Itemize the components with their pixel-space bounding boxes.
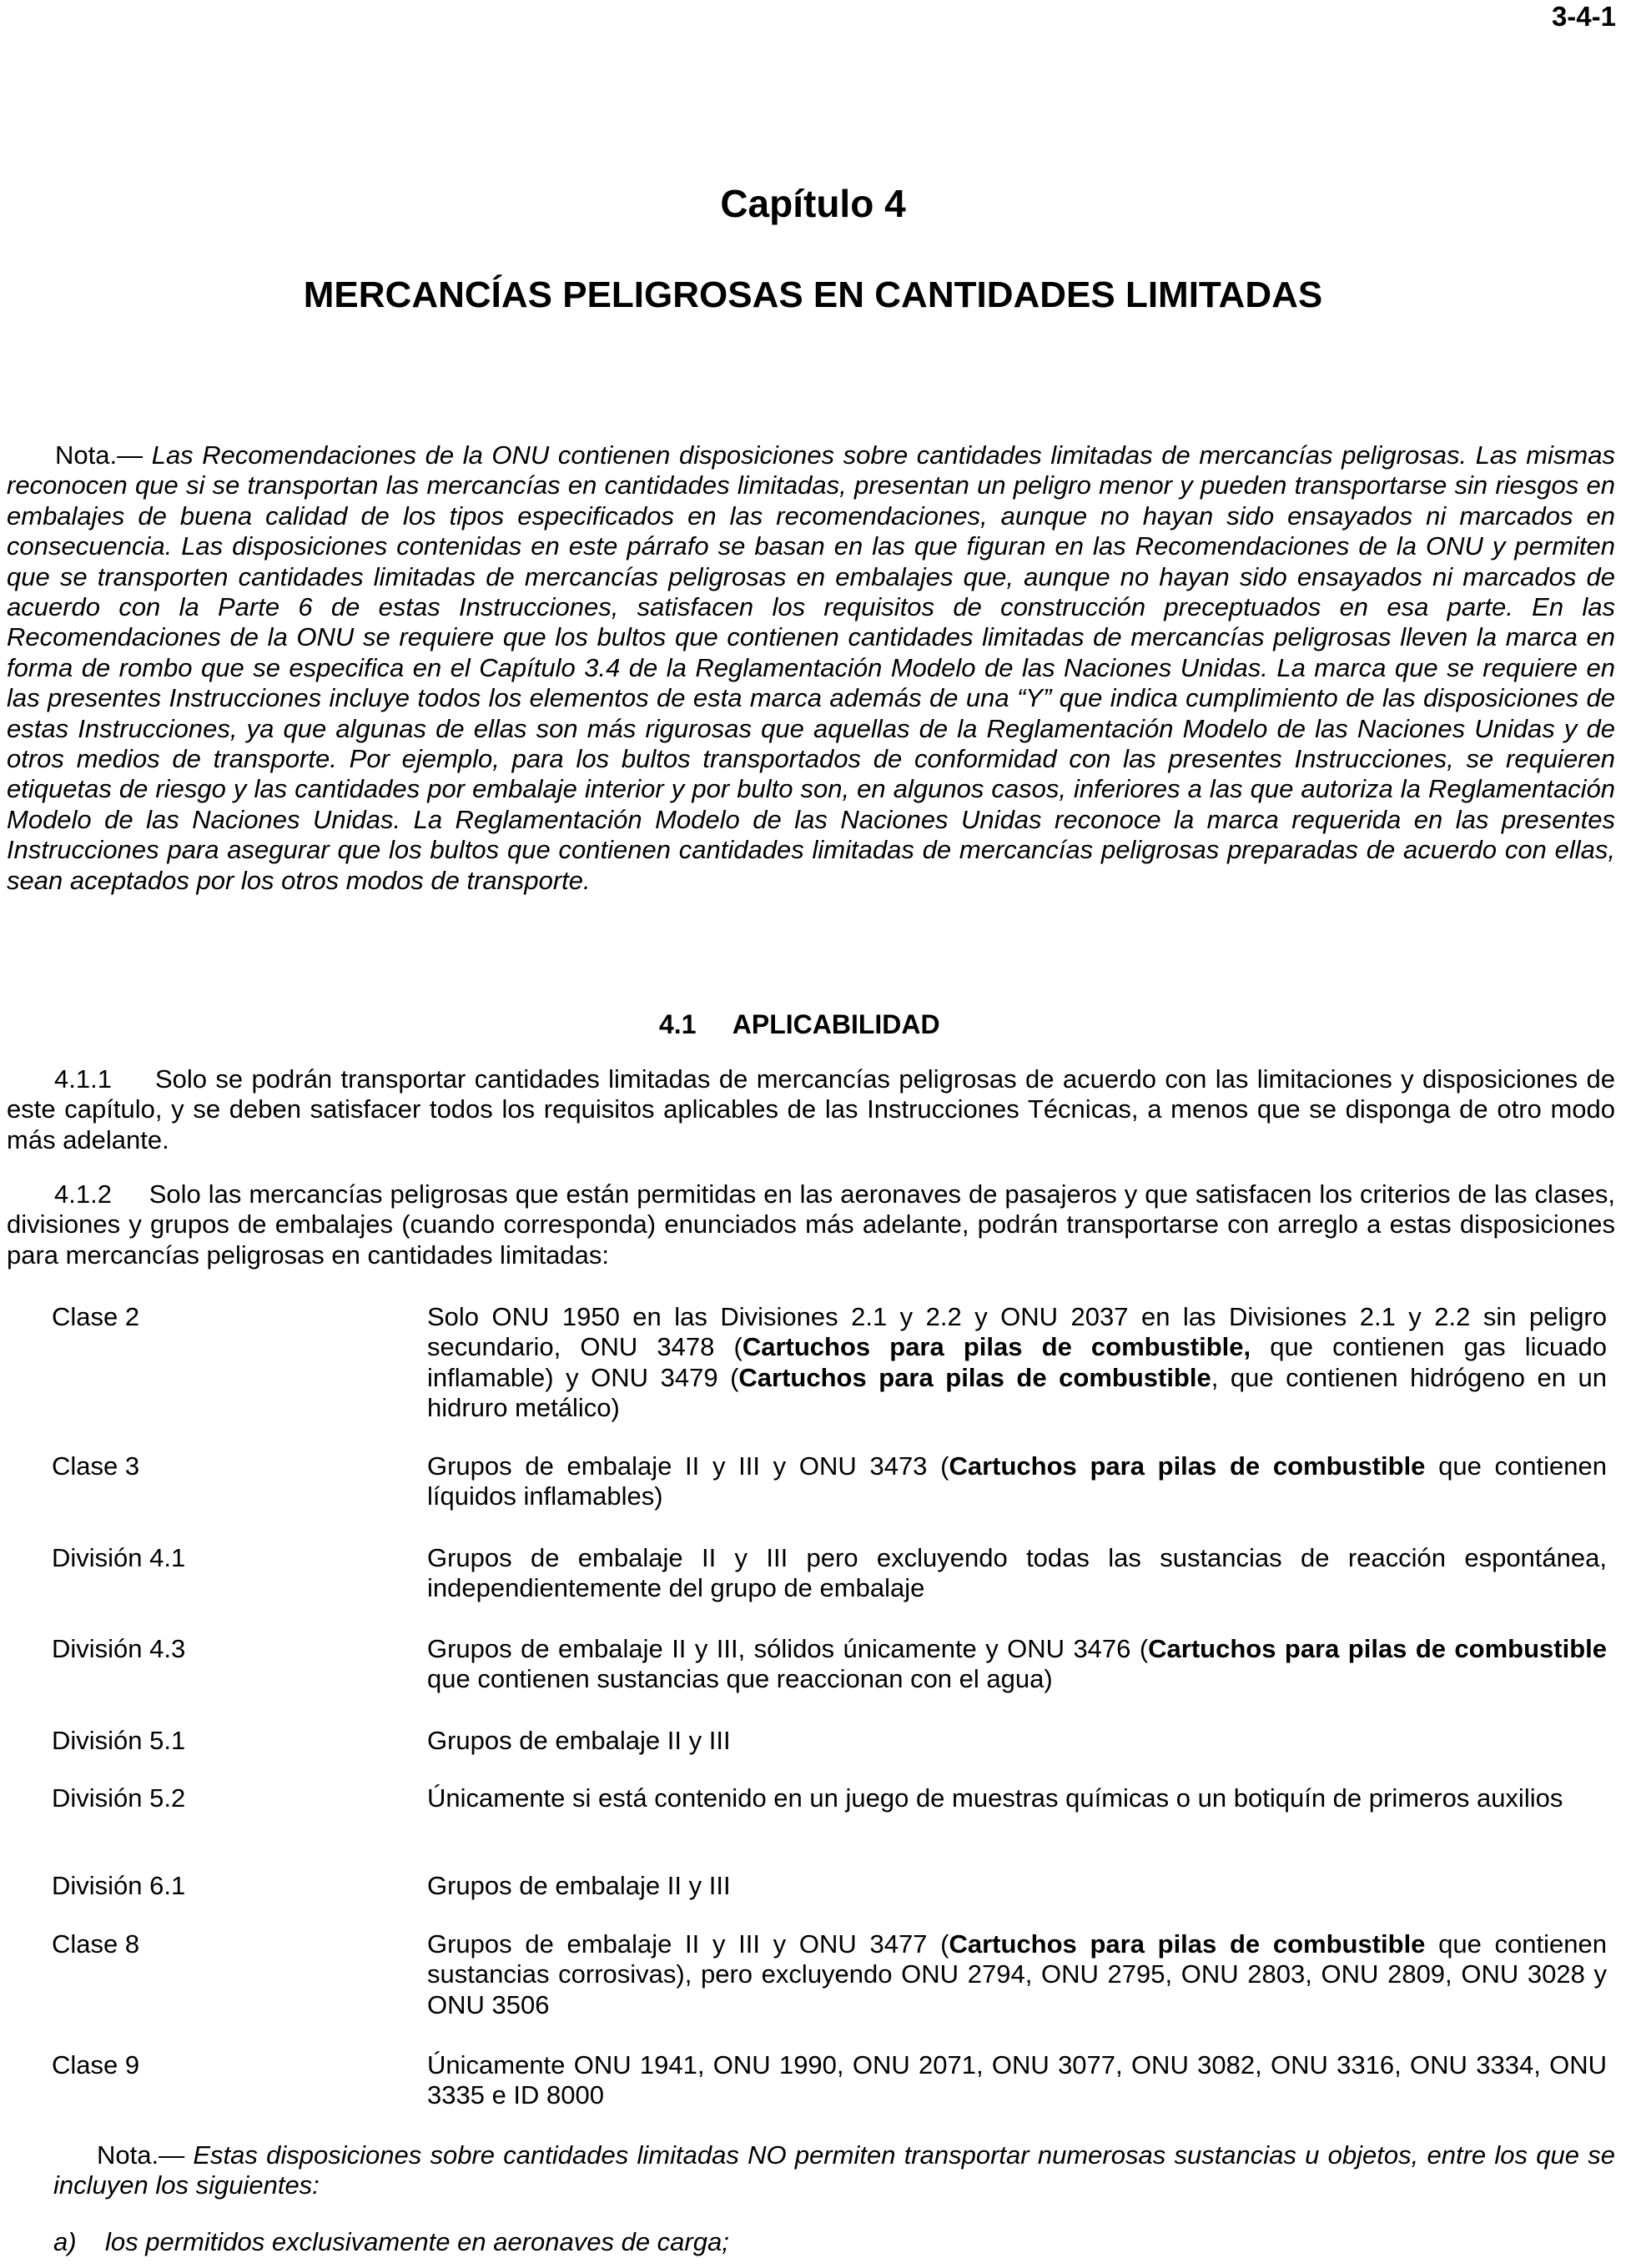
description-text: Solo ONU 1950 en las Divisiones 2.1 y 2.2 y ONU 2037 en las Divisiones 2.1 y 2.2 sin peligro secundario, ONU 3478 ( (427, 1302, 1607, 1362)
class-description (427, 1302, 1607, 1424)
class-label: División 4.3 (52, 1634, 186, 1663)
class-label: Clase 9 (52, 2050, 140, 2079)
closing-note-text: Estas disposiciones sobre cantidades limitadas NO permiten transportar numerosas sustancias u objetos, entre los que se incluyen los siguientes: (53, 2140, 1615, 2200)
description-text: , que contienen hidrógeno en un hidruro metálico) (427, 1362, 1608, 1423)
class-label: Clase 3 (52, 1451, 140, 1481)
class-label: Clase 2 (52, 1302, 140, 1331)
class-label: División 6.1 (52, 1871, 186, 1900)
description-text: Únicamente ONU 1941, ONU 1990, ONU 2071, ONU 3077, ONU 3082, ONU 3316, ONU 3334, ONU 3335 e ID 8000 (427, 2050, 1607, 2110)
intro-note (7, 440, 1615, 896)
paragraph-number: 4.1.2 (54, 1179, 112, 1209)
class-description (427, 1871, 1607, 1901)
chapter-subtitle: MERCANCÍAS PELIGROSAS EN CANTIDADES LIMITADAS (303, 274, 1323, 315)
list-item (53, 2227, 729, 2257)
class-description (427, 1543, 1607, 1604)
bold-term: Cartuchos para pilas de combustible, (742, 1332, 1251, 1362)
class-description (427, 1634, 1607, 1695)
class-label: División 5.1 (52, 1726, 186, 1755)
class-label: División 4.1 (52, 1543, 186, 1572)
paragraph-text: Solo las mercancías peligrosas que están permitidas en las aeronaves de pasajeros y que satisfacen los criterios de las clases, divisiones y grupos de embalajes (cuando corresponda) enunciados más adelante, podrán transportarse con arreglo a estas disposiciones para mercancías peligrosas en cantidades limitadas: (7, 1179, 1615, 1270)
section-title: APLICABILIDAD (732, 1009, 940, 1039)
closing-note-lead: Nota.— (97, 2140, 185, 2170)
class-label: División 5.2 (52, 1783, 186, 1813)
description-text: Únicamente si está contenido en un juego de muestras químicas o un botiquín de primeros auxilios (427, 1783, 1563, 1813)
description-text: Grupos de embalaje II y III (427, 1871, 731, 1900)
description-text: que contienen sustancias que reaccionan con el agua) (427, 1664, 1053, 1694)
bold-term: Cartuchos para pilas de combustible (949, 1451, 1426, 1481)
bold-term: Cartuchos para pilas de combustible (1148, 1634, 1608, 1663)
description-text: que contienen sustancias corrosivas), pero excluyendo ONU 2794, ONU 2795, ONU 2803, ONU 2809, ONU 3028 y ONU 3506 (427, 1929, 1607, 2019)
description-text: que contienen líquidos inflamables) (427, 1451, 1607, 1511)
list-item-marker: a) (53, 2227, 77, 2256)
description-text: Grupos de embalaje II y III y ONU 3473 ( (427, 1451, 949, 1481)
description-text: Grupos de embalaje II y III (427, 1726, 731, 1755)
class-description (427, 1451, 1607, 1512)
paragraph-4-1-2 (7, 1179, 1615, 1270)
description-text: Grupos de embalaje II y III y ONU 3477 ( (427, 1929, 949, 1959)
class-description (427, 2050, 1607, 2111)
class-label: Clase 8 (52, 1929, 140, 1959)
description-text: Grupos de embalaje II y III pero excluyendo todas las sustancias de reacción espontánea, independientemente del grupo de embalaje (427, 1543, 1607, 1603)
description-text: que contienen gas licuado inflamable) y ONU 3479 ( (427, 1332, 1608, 1392)
list-item-text: los permitidos exclusivamente en aeronaves de carga; (105, 2227, 729, 2256)
class-description (427, 1726, 1607, 1756)
section-heading (659, 1008, 940, 1041)
chapter-title: Capítulo 4 (720, 182, 906, 225)
intro-note-lead: Nota.— (55, 440, 143, 470)
page-number: 3-4-1 (1551, 1, 1616, 32)
description-text: Grupos de embalaje II y III, sólidos únicamente y ONU 3476 ( (427, 1634, 1149, 1663)
section-number: 4.1 (659, 1009, 697, 1039)
intro-note-text: Las Recomendaciones de la ONU contienen disposiciones sobre cantidades limitadas de mercancías peligrosas. Las mismas reconocen que si se transportan las mercancías en cantidades limitadas, presentan un peligro menor y pueden transportarse sin riesgos en embalajes de buena calidad de los tipos especificados en las recomendaciones, aunque no hayan sido ensayados ni marcados en consecuencia. Las disposiciones contenidas en este párrafo se basan en las que figuran en las Recomendaciones de la ONU y permiten que se transporten cantidades limitadas de mercancías peligrosas en embalajes que, aunque no hayan sido ensayados ni marcados de acuerdo con la Parte 6 de estas Instrucciones, satisfacen los requisitos de construcción preceptuados en esa parte. En las Recomendaciones de la ONU se requiere que los bultos que contienen cantidades limitadas de mercancías peligrosas lleven la marca en forma de rombo que se especifica en el Capítulo 3.4 de la Reglamentación Modelo de las Naciones Unidas. La marca que se requiere en las presentes Instrucciones incluye todos los elementos de esta marca además de una “Y” que indica cumplimiento de las disposiciones de estas Instrucciones, ya que algunas de ellas son más rigurosas que aquellas de la Reglamentación Modelo de las Naciones Unidas y de otros medios de transporte. Por ejemplo, para los bultos transportados de conformidad con las presentes Instrucciones, se requieren etiquetas de riesgo y las cantidades por embalaje interior y por bulto son, en algunos casos, inferiores a las que autoriza la Reglamentación Modelo de las Naciones Unidas. La Reglamentación Modelo de las Naciones Unidas reconoce la marca requerida en las presentes Instrucciones para asegurar que los bultos que contienen cantidades limitadas de mercancías peligrosas preparadas de acuerdo con ellas, sean aceptados por los otros modos de transporte. (7, 440, 1615, 895)
class-description (427, 1783, 1607, 1813)
paragraph-number: 4.1.1 (54, 1064, 112, 1094)
paragraph-text: Solo se podrán transportar cantidades limitadas de mercancías peligrosas de acuerdo con las limitaciones y disposiciones de este capítulo, y se deben satisfacer todos los requisitos aplicables de las Instrucciones Técnicas, a menos que se disponga de otro modo más adelante. (7, 1064, 1615, 1154)
closing-note (53, 2140, 1615, 2201)
bold-term: Cartuchos para pilas de combustible (949, 1929, 1426, 1959)
paragraph-4-1-1 (7, 1064, 1615, 1155)
class-description (427, 1929, 1607, 2020)
bold-term: Cartuchos para pilas de combustible (738, 1362, 1211, 1392)
